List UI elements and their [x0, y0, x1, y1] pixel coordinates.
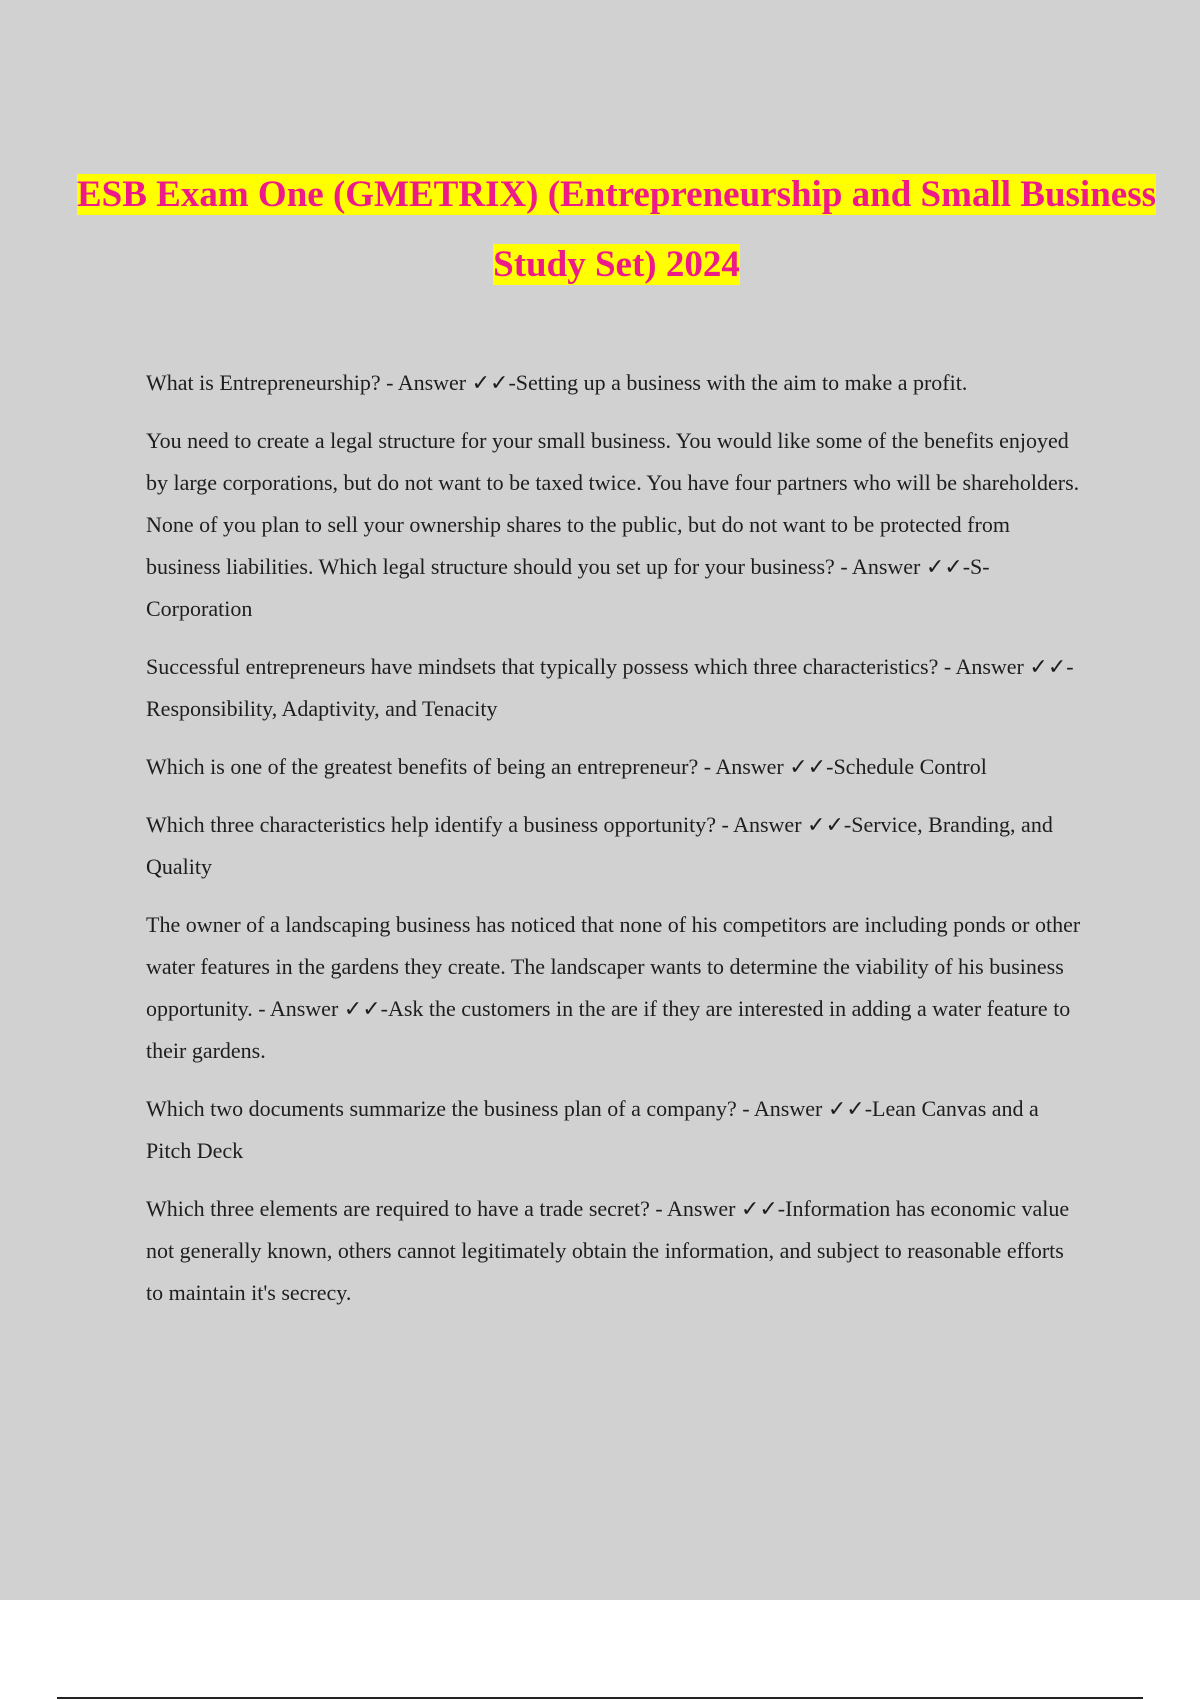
footer-divider	[57, 1697, 1143, 1699]
qa-item: Which is one of the greatest benefits of being an entrepreneur? - Answer ✓✓-Schedule Control	[146, 754, 987, 779]
qa-item: The owner of a landscaping business has noticed that none of his competitors are including ponds or other water features in the gardens they create. The landscaper wants to determine the viability of his business opportunity. - Answer ✓✓-Ask the customers in the are if they are interested in adding a water feature to their gardens.	[146, 912, 1081, 1063]
page-title	[60, 160, 1173, 300]
qa-item: What is Entrepreneurship? - Answer ✓✓-Setting up a business with the aim to make a profit.	[146, 370, 968, 395]
page-title-text: ESB Exam One (GMETRIX) (Entrepreneurship and Small Business Study Set) 2024	[76, 174, 1157, 285]
qa-list	[146, 362, 1086, 1330]
qa-item: Successful entrepreneurs have mindsets that typically possess which three characteristics? - Answer ✓✓-Responsibility, Adaptivity, and Tenacity	[146, 654, 1074, 721]
qa-item: Which two documents summarize the business plan of a company? - Answer ✓✓-Lean Canvas and a Pitch Deck	[146, 1096, 1039, 1163]
qa-item: Which three characteristics help identify a business opportunity? - Answer ✓✓-Service, Branding, and Quality	[146, 812, 1053, 879]
qa-item: You need to create a legal structure for your small business. You would like some of the benefits enjoyed by large corporations, but do not want to be taxed twice. You have four partners who will be shareholders. None of you plan to sell your ownership shares to the public, but do not want to be protected from business liabilities. Which legal structure should you set up for your business? - Answer ✓✓-S-Corporation	[146, 428, 1080, 621]
qa-item: Which three elements are required to have a trade secret? - Answer ✓✓-Information has economic value not generally known, others cannot legitimately obtain the information, and subject to reasonable efforts to maintain it's secrecy.	[146, 1196, 1070, 1305]
